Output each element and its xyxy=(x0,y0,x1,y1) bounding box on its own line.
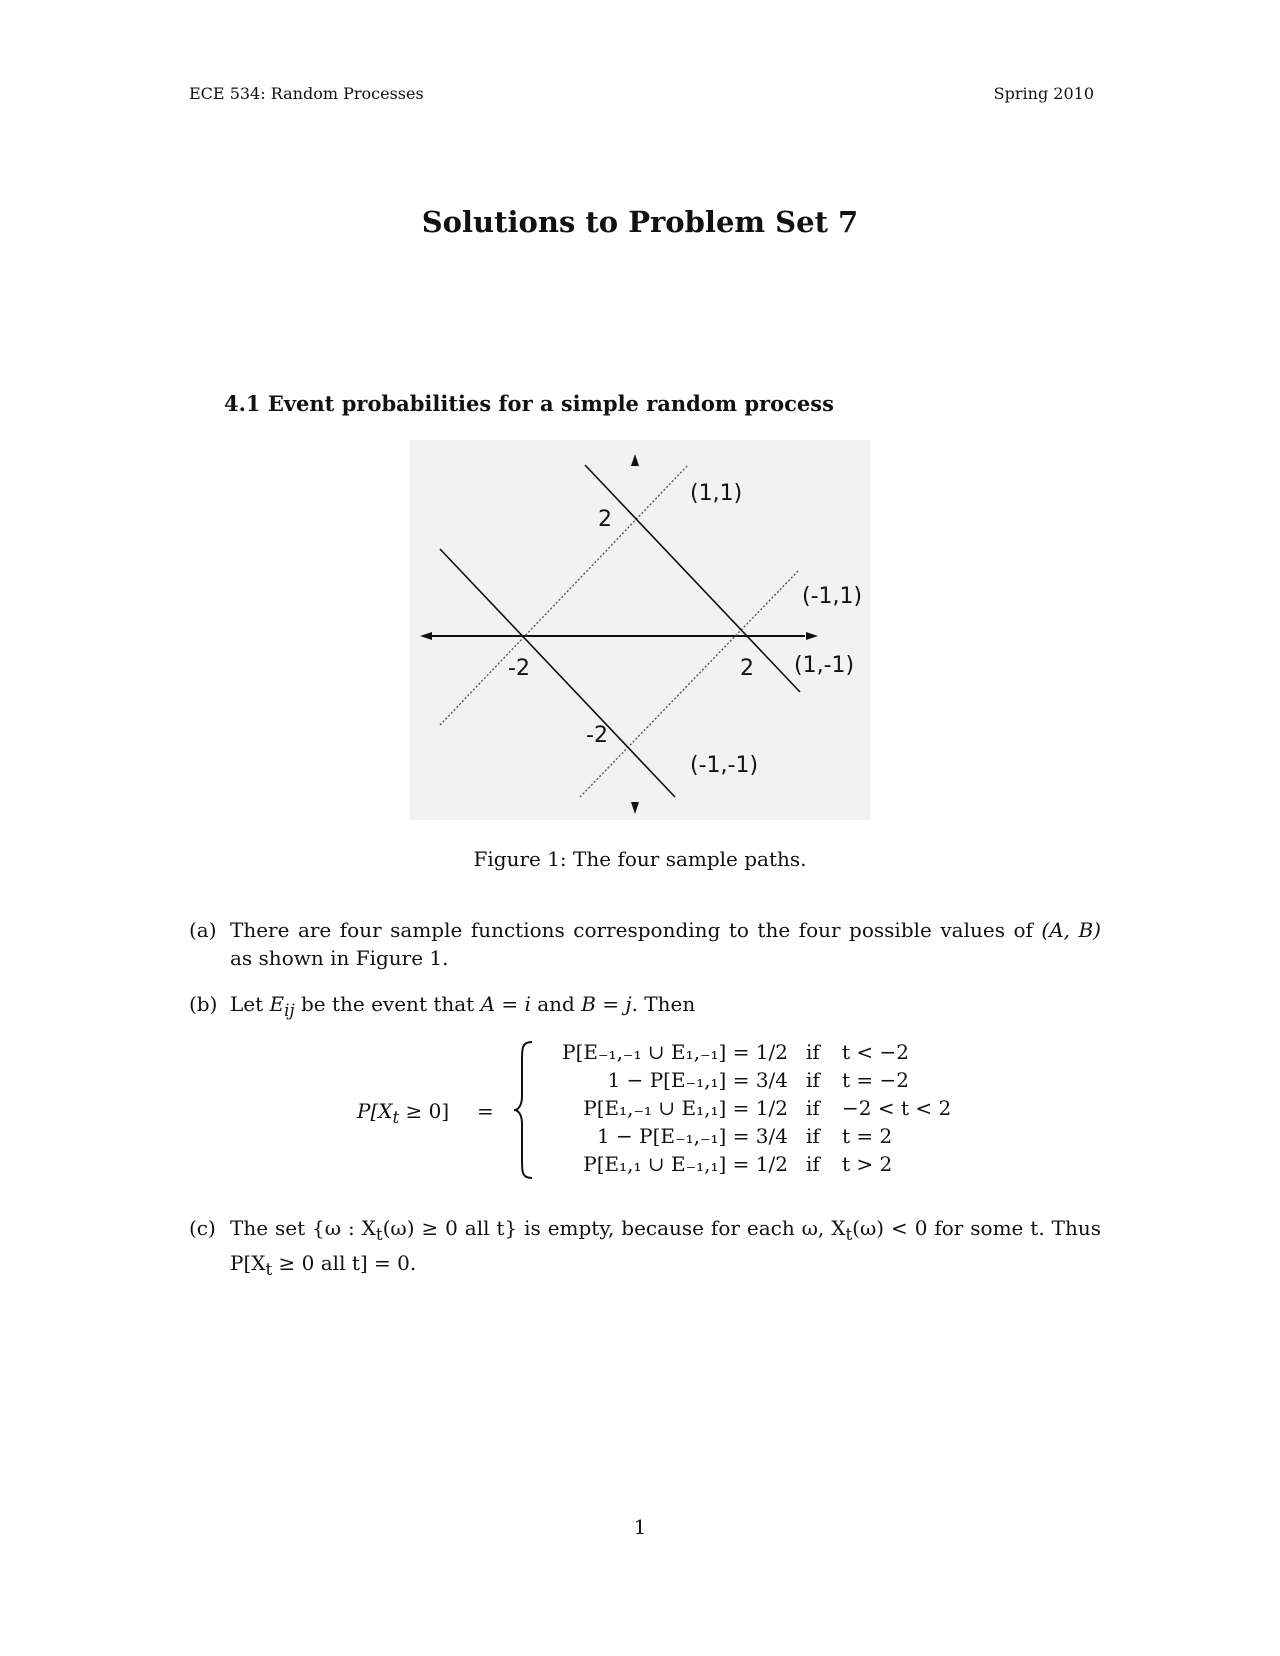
case-cond: t = −2 xyxy=(842,1068,909,1092)
case-if: if xyxy=(806,1096,820,1120)
section-heading: 4.1 Event probabilities for a simple random process xyxy=(224,391,834,416)
label-x-left: -2 xyxy=(508,656,530,681)
case-if: if xyxy=(806,1068,820,1092)
part-b-text: Let $E_{ij}$ be the event that A = i and B = j. Then xyxy=(230,992,696,1020)
part-b-label: (b) xyxy=(189,992,218,1016)
equation-equals: = xyxy=(477,1099,494,1123)
case-expr: 1 − P[E₋₁,₁] = 3/4 xyxy=(607,1068,788,1092)
header-term: Spring 2010 xyxy=(993,84,1094,103)
part-a-label: (a) xyxy=(189,918,217,942)
part-a-text: There are four sample functions corresponding to the four possible values of (A, B) as shown in Figure 1. xyxy=(230,918,1101,970)
label-y-top: 2 xyxy=(598,507,612,532)
case-expr: 1 − P[E₋₁,₋₁] = 3/4 xyxy=(596,1124,788,1148)
cases-brace xyxy=(512,1040,536,1184)
sample-paths-figure xyxy=(410,440,870,824)
case-if: if xyxy=(806,1152,820,1176)
page-number: 1 xyxy=(633,1515,647,1539)
label-path-m1-1: (-1,1) xyxy=(802,584,863,609)
figure-caption: Figure 1: The four sample paths. xyxy=(473,847,807,871)
page-title: Solutions to Problem Set 7 xyxy=(421,205,859,239)
label-path-m1-m1: (-1,-1) xyxy=(690,753,759,778)
part-c-label: (c) xyxy=(189,1216,216,1240)
label-path-1-m1: (1,-1) xyxy=(794,653,855,678)
case-cond: t < −2 xyxy=(842,1040,909,1064)
part-b xyxy=(189,990,1101,1025)
label-y-bottom: -2 xyxy=(586,723,608,748)
label-path-1-1: (1,1) xyxy=(690,481,743,506)
case-if: if xyxy=(806,1124,820,1148)
part-c-text: The set {ω : $X_t(\omega) \ge 0$ all t} is empty, because for each ω, $X_t(\omega) < 0$ for some t. Thus $P[X_t \ge 0$ all t] = 0. xyxy=(230,1216,1101,1279)
case-cond: t = 2 xyxy=(842,1124,893,1148)
case-cond: −2 < t < 2 xyxy=(842,1096,952,1120)
case-expr: P[E₁,₋₁ ∪ E₁,₁] = 1/2 xyxy=(583,1096,788,1120)
label-x-right: 2 xyxy=(740,656,754,681)
case-if: if xyxy=(806,1040,820,1064)
case-cond: t > 2 xyxy=(842,1152,893,1176)
figure-background xyxy=(410,440,870,820)
header-course: ECE 534: Random Processes xyxy=(189,84,424,103)
case-expr: P[E₁,₁ ∪ E₋₁,₁] = 1/2 xyxy=(583,1152,788,1176)
part-c xyxy=(189,1214,1101,1284)
equation-lhs: $P[X_t \ge 0]$ xyxy=(357,1099,450,1127)
case-expr: P[E₋₁,₋₁ ∪ E₁,₋₁] = 1/2 xyxy=(562,1040,788,1064)
part-a xyxy=(189,916,1101,972)
